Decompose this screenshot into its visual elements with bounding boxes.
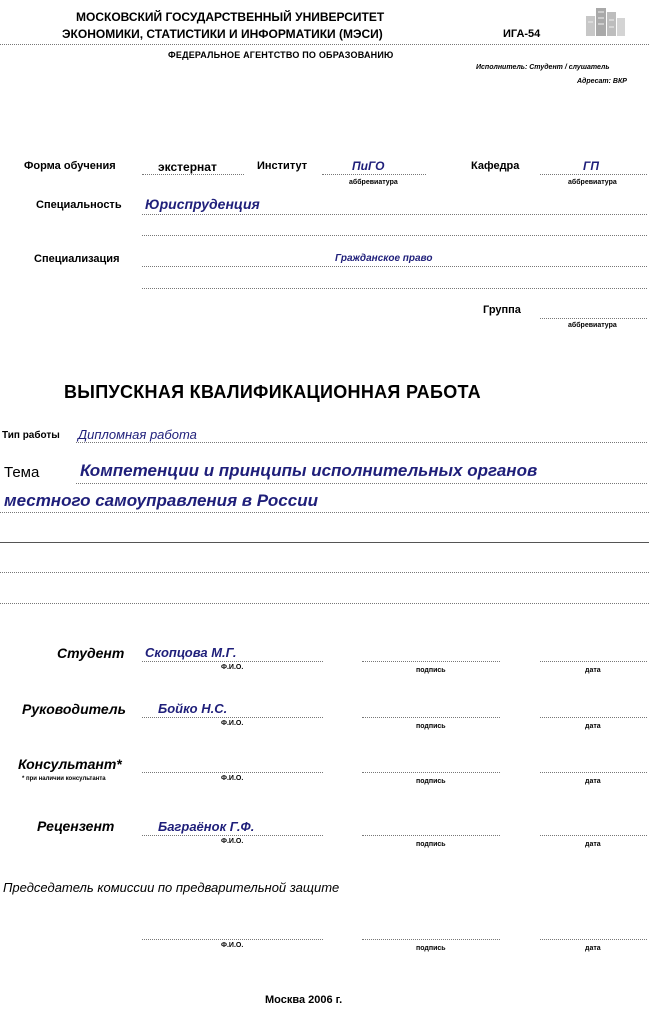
document-title: ВЫПУСКНАЯ КВАЛИФИКАЦИОННАЯ РАБОТА [64, 382, 481, 402]
work-type-line [76, 442, 647, 443]
agency-name: ФЕДЕРАЛЬНОЕ АГЕНТСТВО ПО ОБРАЗОВАНИЮ [168, 50, 394, 60]
supervisor-fio-line [142, 717, 323, 718]
consultant-signature-caption: подпись [416, 778, 446, 785]
supervisor-signature-caption: подпись [416, 723, 446, 730]
specialization-value[interactable]: Гражданское право [335, 253, 433, 264]
supervisor-date-caption: дата [585, 723, 601, 730]
chair-date-line[interactable] [540, 939, 647, 940]
supervisor-fio-caption: Ф.И.О. [221, 720, 244, 727]
chair-fio-line[interactable] [142, 939, 323, 940]
department-line [540, 174, 647, 175]
topic-underline-3 [0, 542, 649, 543]
study-form-line [142, 174, 244, 175]
specialty-line-2 [142, 235, 647, 236]
reviewer-date-line[interactable] [540, 835, 647, 836]
study-form-value[interactable]: экстернат [158, 160, 217, 174]
specialty-line-1 [142, 214, 647, 215]
commission-chair-label: Председатель комиссии по предварительной защите [3, 880, 340, 895]
topic-underline-2 [0, 512, 649, 513]
chair-signature-caption: подпись [416, 945, 446, 952]
reviewer-name[interactable]: Баграёнок Г.Ф. [158, 819, 255, 834]
reviewer-date-caption: дата [585, 841, 601, 848]
student-fio-caption: Ф.И.О. [221, 664, 244, 671]
university-name-line1: МОСКОВСКИЙ ГОСУДАРСТВЕННЫЙ УНИВЕРСИТЕТ [76, 10, 385, 24]
specialty-value[interactable]: Юриспруденция [145, 196, 260, 212]
specialization-label: Специализация [34, 253, 120, 265]
study-form-label: Форма обучения [24, 160, 116, 172]
reviewer-label: Рецензент [37, 818, 115, 834]
topic-line2[interactable]: местного самоуправления в России [4, 491, 318, 510]
form-code: ИГА-54 [503, 28, 541, 40]
supervisor-date-line[interactable] [540, 717, 647, 718]
footer-city-year: Москва 2006 г. [265, 994, 343, 1006]
consultant-fio-caption: Ф.И.О. [221, 775, 244, 782]
chair-signature-line[interactable] [362, 939, 500, 940]
consultant-label: Консультант* [18, 756, 122, 772]
institute-value[interactable]: ПиГО [352, 159, 385, 173]
student-fio-line [142, 661, 323, 662]
group-abbr-caption: аббревиатура [568, 322, 617, 329]
department-value[interactable]: ГП [583, 159, 599, 173]
department-label: Кафедра [471, 160, 520, 172]
institute-line [322, 174, 426, 175]
student-name[interactable]: Скопцова М.Г. [145, 645, 237, 660]
supervisor-signature-line[interactable] [362, 717, 500, 718]
topic-underline-1 [76, 483, 647, 484]
specialization-line-2 [142, 288, 647, 289]
addressee-note: Адресат: ВКР [577, 78, 627, 85]
student-date-caption: дата [585, 667, 601, 674]
reviewer-signature-line[interactable] [362, 835, 500, 836]
chair-date-caption: дата [585, 945, 601, 952]
topic-underline-5 [0, 603, 649, 604]
specialization-line-1 [142, 266, 647, 267]
topic-line1[interactable]: Компетенции и принципы исполнительных органов [80, 461, 538, 480]
reviewer-fio-line [142, 835, 323, 836]
group-label: Группа [483, 304, 521, 316]
consultant-date-caption: дата [585, 778, 601, 785]
chair-fio-caption: Ф.И.О. [221, 942, 244, 949]
reviewer-fio-caption: Ф.И.О. [221, 838, 244, 845]
topic-underline-4 [0, 572, 649, 573]
work-type-label: Тип работы [2, 430, 60, 441]
student-label: Студент [57, 645, 125, 661]
consultant-date-line[interactable] [540, 772, 647, 773]
university-logo-icon [582, 2, 628, 40]
specialty-label: Специальность [36, 199, 122, 211]
topic-label: Тема [4, 464, 40, 481]
student-date-line[interactable] [540, 661, 647, 662]
department-abbr-caption: аббревиатура [568, 179, 617, 186]
consultant-note: * при наличии консультанта [22, 776, 106, 782]
supervisor-label: Руководитель [22, 701, 126, 717]
header-divider [0, 44, 649, 45]
reviewer-signature-caption: подпись [416, 841, 446, 848]
supervisor-name[interactable]: Бойко Н.С. [158, 701, 228, 716]
student-signature-line[interactable] [362, 661, 500, 662]
consultant-signature-line[interactable] [362, 772, 500, 773]
student-signature-caption: подпись [416, 667, 446, 674]
work-type-value[interactable]: Дипломная работа [78, 427, 197, 442]
executor-note: Исполнитель: Студент / слушатель [476, 64, 610, 71]
institute-label: Институт [257, 160, 308, 172]
institute-abbr-caption: аббревиатура [349, 179, 398, 186]
group-line[interactable] [540, 318, 647, 319]
university-name-line2: ЭКОНОМИКИ, СТАТИСТИКИ И ИНФОРМАТИКИ (МЭСИ) [62, 27, 383, 41]
consultant-fio-line[interactable] [142, 772, 323, 773]
